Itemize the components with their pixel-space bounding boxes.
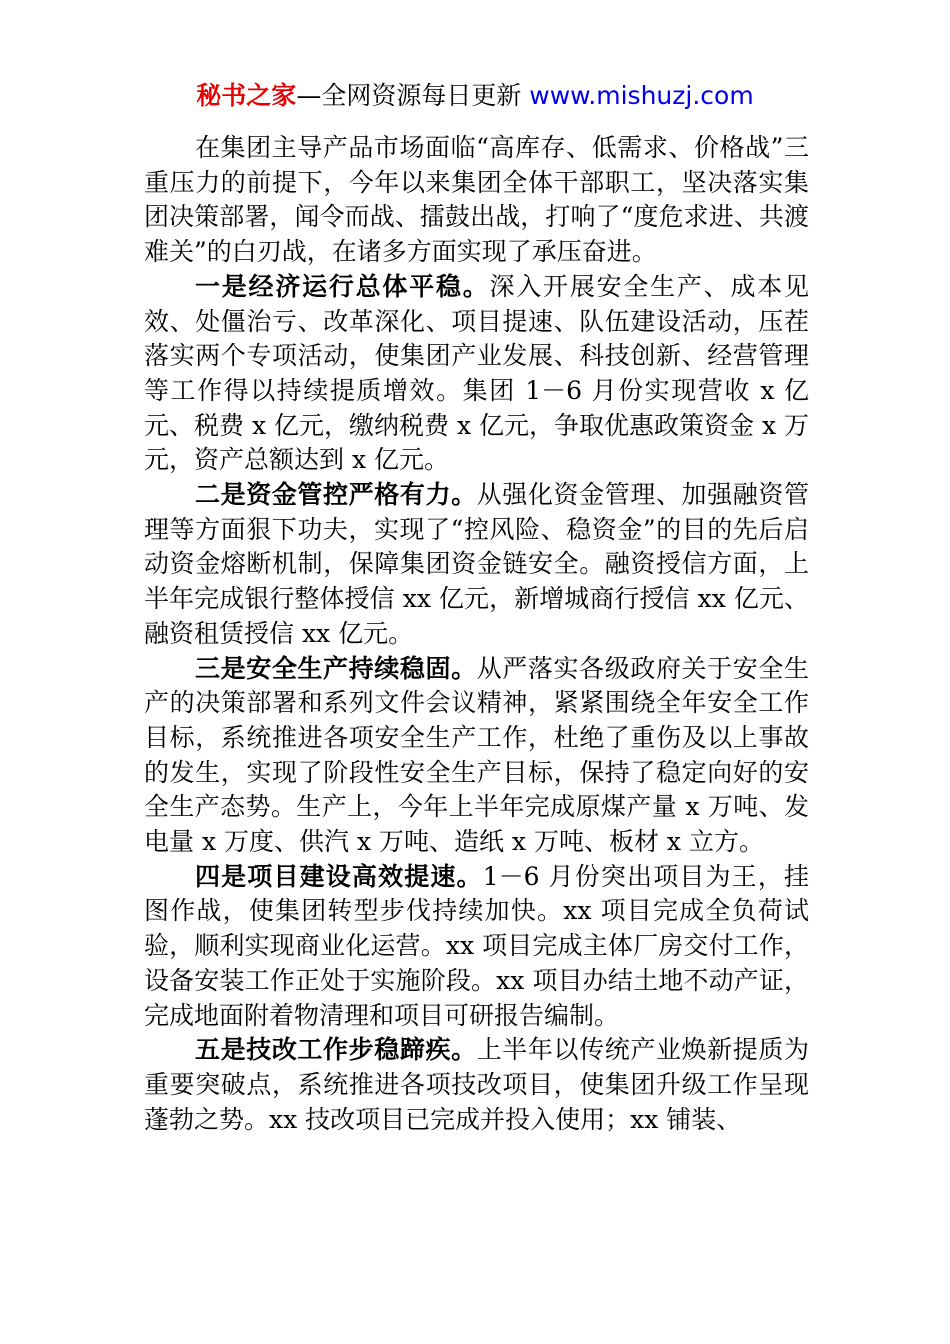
paragraph-funds [144, 478, 809, 652]
paragraph-projects [144, 860, 809, 1034]
paragraph-lead: 一是经济运行总体平稳。 [195, 271, 490, 301]
site-url: www.mishuzj.com [529, 81, 754, 110]
paragraph-text: 上半年以传统产业焕新提质为重要突破点，系统推进各项技改项目，使集团升级工作呈现蓬勃之势。xx 技改项目已完成并投入使用；xx 铺装、 [144, 1035, 809, 1134]
header-tagline: —全网资源每日更新 [296, 81, 530, 110]
paragraph-lead: 五是技改工作步稳蹄疾。 [195, 1035, 477, 1065]
paragraph-economy [144, 270, 809, 478]
paragraph-text: 1－6 月份突出项目为王，挂图作战，使集团转型步伐持续加快。xx 项目完成全负荷试验，顺利实现商业化运营。xx 项目完成主体厂房交付工作，设备安装工作正处于实施阶段。xx 项目办结土地不动产证，完成地面附着物清理和项目可研报告编制。 [144, 861, 809, 1030]
document-body [144, 131, 809, 1137]
paragraph-text: 在集团主导产品市场面临“高库存、低需求、价格战”三重压力的前提下，今年以来集团全体干部职工，坚决落实集团决策部署，闻令而战、擂鼓出战，打响了“度危求进、共渡难关”的白刃战，在诸多方面实现了承压奋进。 [144, 133, 809, 267]
paragraph-text: 从严落实各级政府关于安全生产的决策部署和系列文件会议精神，紧紧围绕全年安全工作目标，系统推进各项安全生产工作，杜绝了重伤及以上事故的发生，实现了阶段性安全生产目标，保持了稳定向好的安全生产态势。生产上，今年上半年完成原煤产量 x 万吨、发电量 x 万度、供汽 x 万吨、造纸 x 万吨、板材 x 立方。 [144, 653, 809, 857]
paragraph-text: 深入开展安全生产、成本见效、处僵治亏、改革深化、项目提速、队伍建设活动，压茬落实两个专项活动，使集团产业发展、科技创新、经营管理等工作得以持续提质增效。集团 1－6 月份实现营收 x 亿元、税费 x 亿元，缴纳税费 x 亿元，争取优惠政策资金 x 万元，资产总额达到 x 亿元。 [144, 271, 809, 475]
site-header [0, 78, 950, 114]
paragraph-intro [144, 131, 809, 270]
paragraph-text: 从强化资金管理、加强融资管理等方面狠下功夫，实现了“控风险、稳资金”的目的先后启动资金熔断机制，保障集团资金链安全。融资授信方面，上半年完成银行整体授信 xx 亿元，新增城商行授信 xx 亿元、融资租赁授信 xx 亿元。 [144, 480, 809, 648]
paragraph-lead: 三是安全生产持续稳固。 [195, 653, 477, 683]
paragraph-upgrades [144, 1033, 809, 1137]
brand-name: 秘书之家 [196, 81, 297, 110]
paragraph-lead: 四是项目建设高效提速。 [195, 861, 483, 891]
paragraph-safety [144, 652, 809, 860]
paragraph-lead: 二是资金管控严格有力。 [195, 480, 477, 510]
